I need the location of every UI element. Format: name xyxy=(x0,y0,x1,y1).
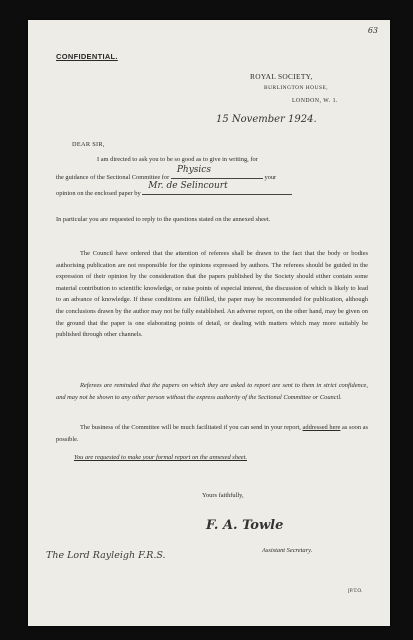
committee-handwritten: Physics xyxy=(176,165,211,175)
intro-line2-start: the guidance of the Sectional Committee for xyxy=(56,174,170,181)
closing: Yours faithfully, xyxy=(202,492,244,499)
committee-field xyxy=(171,165,263,179)
intro-line3-start: opinion on the enclosed paper by xyxy=(56,190,141,197)
address-line2: LONDON, W. 1. xyxy=(292,98,338,104)
address-line1: BURLINGTON HOUSE, xyxy=(264,85,329,91)
business-end: as soon as possible. xyxy=(56,424,368,443)
intro-line1: I am directed to ask you to be so good as to give in writing, for xyxy=(97,156,258,163)
paragraph-business xyxy=(56,422,368,445)
author-handwritten: Mr. de Selincourt xyxy=(148,181,228,191)
letter-page xyxy=(28,20,390,626)
signature: F. A. Towle xyxy=(206,518,284,533)
paragraph-council: The Council have ordered that the attention of referees shall be drawn to the fact that the body or bodies authorising publication are not responsible for the opinions expressed by authors. The referees should be guided in the expression of their opinion by the consideration that the papers published by the Society should either contain some material contribution to scientific knowledge, or raise points of especial interest, the discussion of which is likely to lead to an advance of knowledge. If these conditions are fulfilled, the paper may be recommended for publication, although the conclusions drawn by the author may not be fully established. An adverse report, on the other hand, may be given on the ground that the paper is one elaborating points of detail, or dealing with matters which may more suitably be published through other channels. xyxy=(56,250,368,339)
pto-marker: [P.T.O. xyxy=(348,588,363,594)
business-start: The business of the Committee will be much facilitated if you can send in your report, xyxy=(80,424,301,431)
handwritten-date: 15 November 1924. xyxy=(216,114,317,125)
salutation: DEAR SIR, xyxy=(72,141,105,148)
paragraph-referees: Referees are reminded that the papers on which they are asked to report are sent to them in strict confidence, and may not be shown to any other person without the express authority of the Sectional Committee or Council. xyxy=(56,382,368,401)
intro-line2-end: your xyxy=(264,174,277,181)
paragraph-questions: In particular you are requested to reply to the questions stated on the annexed sheet. xyxy=(56,216,271,223)
address-org: ROYAL SOCIETY, xyxy=(250,72,313,81)
intro-line3 xyxy=(56,181,292,200)
business-underlined: addressed here xyxy=(302,424,341,431)
signatory-title: Assistant Secretary. xyxy=(262,547,313,554)
confidential-heading: CONFIDENTIAL. xyxy=(56,52,118,61)
paragraph-formal-report: You are requested to make your formal report on the annexed sheet. xyxy=(74,454,247,461)
recipient-handwritten: The Lord Rayleigh F.R.S. xyxy=(46,550,166,561)
page-number: 63 xyxy=(367,26,378,35)
author-field xyxy=(142,181,292,195)
